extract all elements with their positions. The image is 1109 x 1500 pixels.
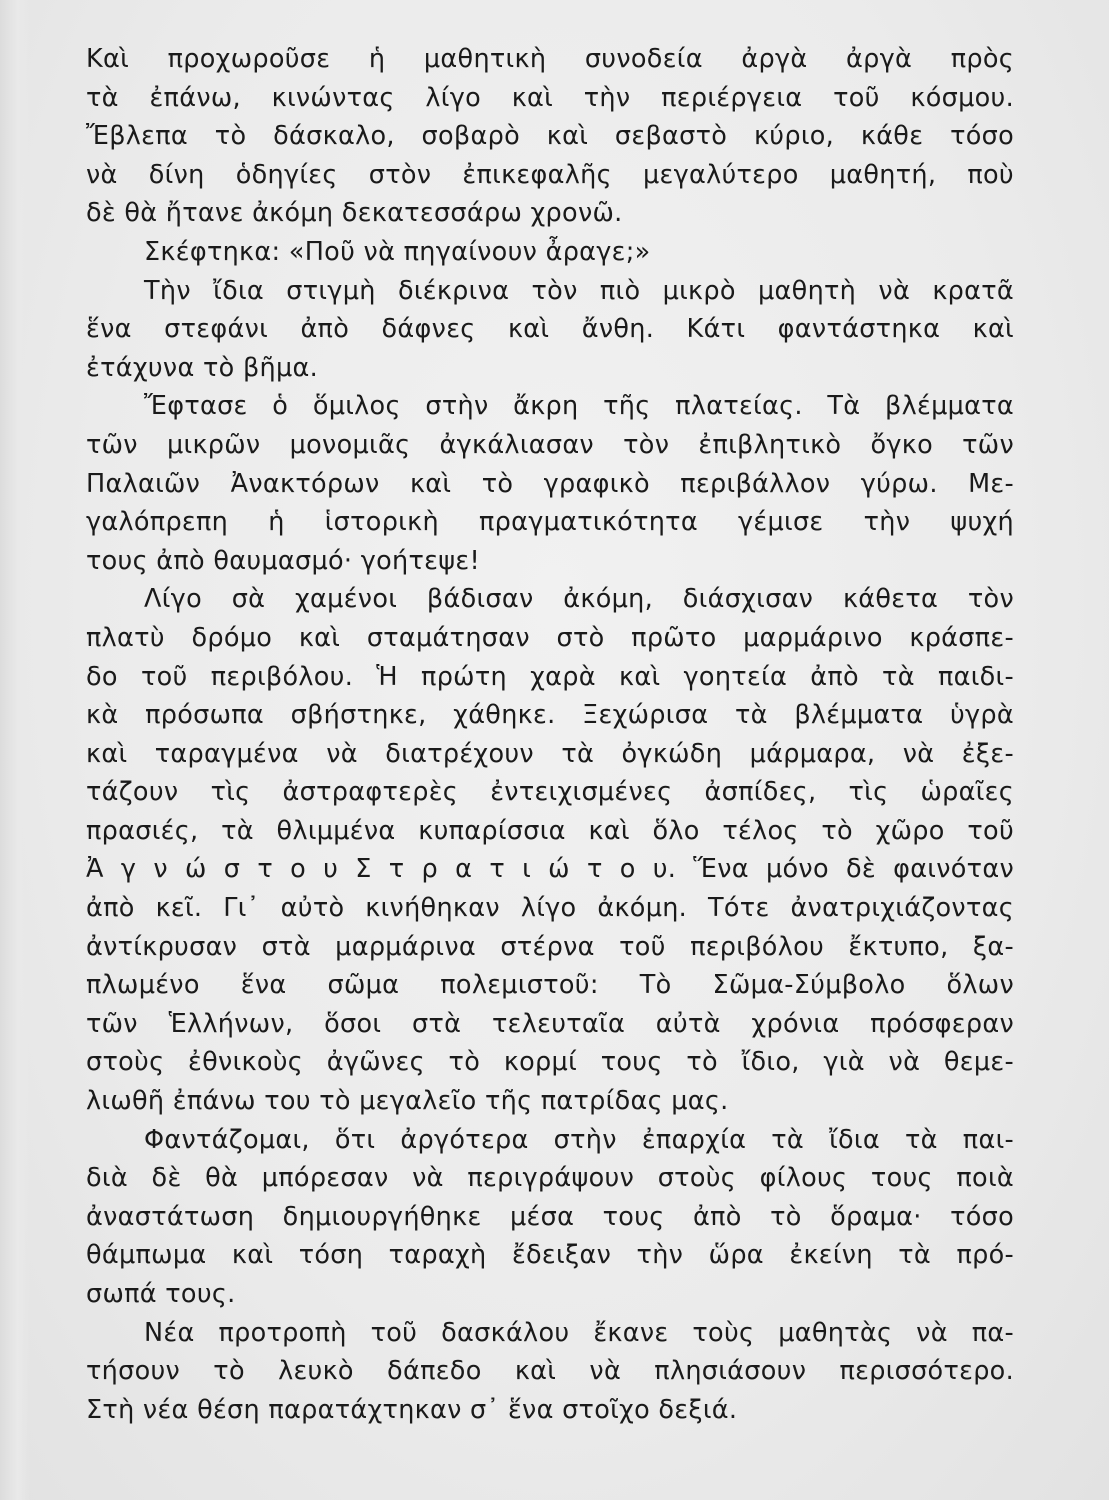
text-line: ἀπὸ κεῖ. Γι᾿ αὐτὸ κινήθηκαν λίγο ἀκόμη. Τότε ἀνατριχιάζοντας bbox=[86, 893, 1014, 924]
text-line: πλωμένο ἕνα σῶμα πολεμιστοῦ: Τὸ Σῶμα-Σύμβολο ὅλων bbox=[86, 970, 1014, 1001]
text-line: λιωθῆ ἐπάνω του τὸ μεγαλεῖο τῆς πατρίδας μας. bbox=[86, 1086, 729, 1117]
text-line: νὰ δίνη ὁδηγίες στὸν ἐπικεφαλῆς μεγαλύτερο μαθητή, ποὺ bbox=[86, 159, 1014, 190]
text-line: Ἀ γ ν ώ σ τ ο υ Σ τ ρ α τ ι ώ τ ο υ. Ἕνα μόνο δὲ φαινόταν bbox=[86, 854, 1014, 885]
text-line: Λίγο σὰ χαμένοι βάδισαν ἀκόμη, διάσχισαν κάθετα τὸν bbox=[144, 584, 1014, 615]
text-line: γαλόπρεπη ἡ ἱστορικὴ πραγματικότητα γέμισε τὴν ψυχή bbox=[86, 507, 1014, 538]
text-line: Ἔβλεπα τὸ δάσκαλο, σοβαρὸ καὶ σεβαστὸ κύριο, κάθε τόσο bbox=[86, 121, 1014, 152]
text-line: τῶν Ἑλλήνων, ὅσοι στὰ τελευταῖα αὐτὰ χρόνια πρόσφεραν bbox=[86, 1008, 1014, 1039]
text-line: Σκέφτηκα: «Ποῦ νὰ πηγαίνουν ἆραγε;» bbox=[144, 236, 651, 267]
text-line: κὰ πρόσωπα σβήστηκε, χάθηκε. Ξεχώρισα τὰ βλέμματα ὑγρὰ bbox=[86, 700, 1014, 731]
text-line: τάζουν τὶς ἀστραφτερὲς ἐντειχισμένες ἀσπίδες, τὶς ὡραῖες bbox=[86, 777, 1014, 808]
page-text bbox=[86, 40, 1014, 1429]
text-line: ἐτάχυνα τὸ βῆμα. bbox=[86, 352, 319, 383]
text-line: διὰ δὲ θὰ μπόρεσαν νὰ περιγράψουν στοὺς φίλους τους ποιὰ bbox=[86, 1163, 1014, 1194]
text-line: Νέα προτροπὴ τοῦ δασκάλου ἔκανε τοὺς μαθητὰς νὰ πα- bbox=[144, 1317, 1014, 1348]
text-line: τους ἀπὸ θαυμασμό· γοήτεψε! bbox=[86, 545, 480, 576]
text-line: Τὴν ἴδια στιγμὴ διέκρινα τὸν πιὸ μικρὸ μαθητὴ νὰ κρατᾶ bbox=[144, 275, 1014, 306]
text-line: τῶν μικρῶν μονομιᾶς ἀγκάλιασαν τὸν ἐπιβλητικὸ ὄγκο τῶν bbox=[86, 429, 1014, 460]
text-line: πλατὺ δρόμο καὶ σταμάτησαν στὸ πρῶτο μαρμάρινο κράσπε- bbox=[86, 622, 1014, 653]
text-line: δὲ θὰ ἤτανε ἀκόμη δεκατεσσάρω χρονῶ. bbox=[86, 198, 623, 229]
text-line: Φαντάζομαι, ὅτι ἀργότερα στὴν ἐπαρχία τὰ ἴδια τὰ παι- bbox=[144, 1124, 1014, 1155]
page-binding-shadow bbox=[0, 0, 30, 1500]
text-line: Παλαιῶν Ἀνακτόρων καὶ τὸ γραφικὸ περιβάλλον γύρω. Με- bbox=[86, 468, 1014, 499]
text-line: καὶ ταραγμένα νὰ διατρέχουν τὰ ὀγκώδη μάρμαρα, νὰ ἐξε- bbox=[86, 738, 1014, 769]
text-line: πρασιές, τὰ θλιμμένα κυπαρίσσια καὶ ὅλο τέλος τὸ χῶρο τοῦ bbox=[86, 815, 1014, 846]
text-line: ἕνα στεφάνι ἀπὸ δάφνες καὶ ἄνθη. Κάτι φαντάστηκα καὶ bbox=[86, 314, 1014, 345]
text-line: Στὴ νέα θέση παρατάχτηκαν σ᾿ ἕνα στοῖχο δεξιά. bbox=[86, 1394, 738, 1425]
text-line: ἀντίκρυσαν στὰ μαρμάρινα στέρνα τοῦ περιβόλου ἔκτυπο, ξα- bbox=[86, 931, 1014, 962]
text-line: σωπά τους. bbox=[86, 1279, 236, 1309]
text-line: δο τοῦ περιβόλου. Ἡ πρώτη χαρὰ καὶ γοητεία ἀπὸ τὰ παιδι- bbox=[86, 661, 1014, 692]
text-line: τήσουν τὸ λευκὸ δάπεδο καὶ νὰ πλησιάσουν περισσότερο. bbox=[86, 1356, 1014, 1387]
text-line: ἀναστάτωση δημιουργήθηκε μέσα τους ἀπὸ τὸ ὅραμα· τόσο bbox=[86, 1201, 1014, 1232]
text-line: θάμπωμα καὶ τόση ταραχὴ ἔδειξαν τὴν ὥρα ἐκείνη τὰ πρό- bbox=[86, 1240, 1014, 1271]
text-line: Καὶ προχωροῦσε ἡ μαθητικὴ συνοδεία ἀργὰ ἀργὰ πρὸς bbox=[86, 44, 1014, 74]
text-line: Ἔφτασε ὁ ὅμιλος στὴν ἄκρη τῆς πλατείας. Τὰ βλέμματα bbox=[144, 391, 1014, 422]
text-line: στοὺς ἐθνικοὺς ἀγῶνες τὸ κορμί τους τὸ ἴδιο, γιὰ νὰ θεμε- bbox=[86, 1047, 1014, 1078]
text-line: τὰ ἐπάνω, κινώντας λίγο καὶ τὴν περιέργεια τοῦ κόσμου. bbox=[86, 82, 1014, 113]
